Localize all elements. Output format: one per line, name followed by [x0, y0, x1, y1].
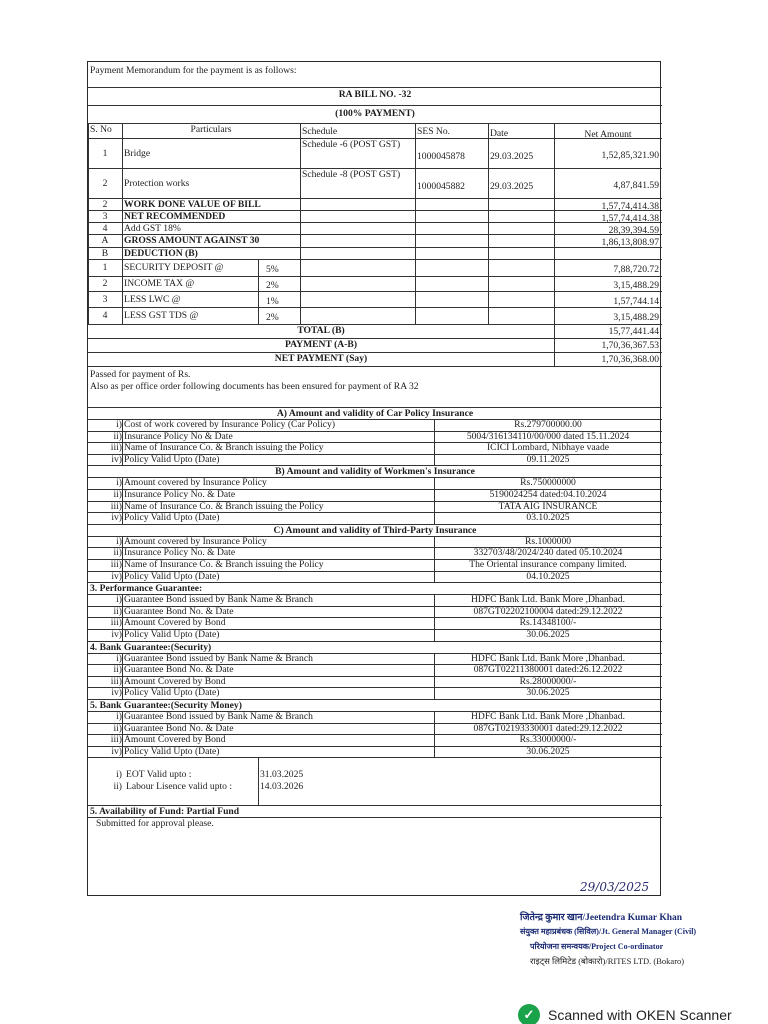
row-label: Guarantee Bond issued by Bank Name & Branch: [124, 711, 313, 722]
row-number: iii): [110, 734, 122, 746]
item-net-amount: 1,57,74,414.38: [601, 212, 659, 224]
item-schedule: Schedule -8 (POST GST): [302, 169, 401, 180]
item-net-amount: 1,57,744.14: [613, 295, 659, 307]
row-value: 087GT02202100004 dated:29.12.2022: [473, 605, 623, 617]
item-ses-no: 1000045882: [417, 180, 465, 192]
row-label: Amount Covered by Bond: [124, 734, 226, 746]
column-rule: [122, 123, 123, 324]
column-rule: [122, 711, 123, 757]
rule-line: [88, 291, 662, 292]
row-number: iv): [111, 687, 122, 699]
item-particulars: Bridge: [124, 147, 151, 159]
item-sno: 1: [102, 262, 108, 273]
row-value: HDFC Bank Ltd. Bank More ,Dhanbad.: [470, 711, 625, 722]
rule-line: [88, 366, 662, 367]
licence-label: Labour Lisence valid upto :: [126, 781, 233, 793]
item-net-amount: 4,87,841.59: [613, 179, 659, 191]
item-sno: 3: [102, 293, 108, 305]
row-value: 04.10.2025: [526, 570, 570, 582]
memo-title: Payment Memorandum for the payment is as follows:: [90, 65, 297, 76]
item-net-amount: 1,86,13,808.97: [601, 237, 659, 248]
item-net-amount: 7,88,720.72: [613, 264, 659, 275]
column-rule: [122, 536, 123, 582]
column-rule: [122, 594, 123, 640]
passed-text: Passed for payment of Rs.: [90, 369, 191, 380]
section-title: 3. Performance Guarantee:: [90, 583, 203, 595]
item-net-amount: 3,15,488.29: [613, 312, 659, 323]
row-value: 03.10.2025: [526, 512, 570, 524]
row-value: TATA AIG INSURANCE: [498, 500, 598, 512]
rule-line: [88, 105, 662, 106]
item-sno: 2: [102, 198, 108, 210]
scanner-label: Scanned with OKEN Scanner: [548, 1007, 732, 1023]
column-rule: [415, 123, 416, 324]
handwritten-date: 29/03/2025: [580, 880, 650, 894]
total-value: 1,70,36,368.00: [601, 354, 659, 365]
item-net-amount: 1,52,85,321.90: [601, 149, 659, 161]
item-particulars: Add GST 18%: [124, 222, 181, 234]
row-label: Name of Insurance Co. & Branch issuing the Policy: [124, 500, 324, 512]
row-number: ii): [113, 605, 122, 617]
item-particulars: Protection works: [124, 177, 190, 189]
row-number: ii): [113, 664, 122, 676]
column-rule: [258, 757, 259, 805]
submitted-text: Submitted for approval please.: [96, 818, 214, 830]
item-particulars: NET RECOMMENDED: [124, 210, 226, 222]
row-value: Rs.14348100/-: [519, 617, 577, 629]
section-title: 5. Bank Guarantee:(Security Money): [90, 700, 242, 711]
row-label: Amount covered by Insurance Policy: [124, 535, 267, 547]
row-label: Policy Valid Upto (Date): [124, 745, 220, 757]
row-number: iii): [110, 675, 122, 687]
item-particulars: LESS GST TDS @: [124, 310, 199, 321]
signatory-name: जितेन्द्र कुमार खान/Jeetendra Kumar Khan: [520, 913, 683, 923]
item-sno: 4: [102, 222, 108, 234]
licence-value: 14.03.2026: [260, 781, 304, 793]
deduction-rate: 1%: [266, 295, 279, 307]
row-number: i): [116, 477, 122, 489]
section-title: C) Amount and validity of Third-Party Insurance: [273, 524, 477, 536]
row-label: Policy Valid Upto (Date): [124, 512, 220, 524]
row-label: Cost of work covered by Insurance Policy (Car Policy): [124, 419, 336, 430]
section-title: B) Amount and validity of Workmen's Insurance: [275, 466, 475, 478]
fund-availability: 5. Availability of Fund: Partial Fund: [90, 806, 240, 818]
row-value: The Oriental insurance company limited.: [469, 559, 627, 570]
item-particulars: WORK DONE VALUE OF BILL: [124, 198, 261, 210]
row-value: 09.11.2025: [526, 453, 570, 465]
item-schedule: Schedule -6 (POST GST): [302, 139, 401, 150]
eot-value: 31.03.2025: [260, 769, 304, 781]
row-value: ICICI Lombard, Nibhaye vaade: [486, 442, 609, 454]
row-label: Policy Valid Upto (Date): [124, 687, 220, 699]
rule-line: [88, 276, 662, 277]
row-label: Amount covered by Insurance Policy: [124, 477, 267, 489]
col-header-sno: S. No: [90, 124, 112, 135]
row-number: i): [116, 419, 122, 430]
row-label: Guarantee Bond No. & Date: [124, 605, 234, 617]
row-value: 30.06.2025: [526, 687, 570, 699]
item-sno: 2: [102, 177, 108, 189]
item-sno: 3: [102, 210, 108, 222]
column-rule: [122, 419, 123, 465]
deduction-rate: 2%: [266, 280, 279, 291]
item-net-amount: 28,39,394.59: [608, 224, 659, 236]
column-rule: [434, 536, 435, 582]
bill-title: RA BILL NO. -32: [338, 89, 412, 100]
total-label: PAYMENT (A-B): [284, 339, 358, 350]
col-header-schedule: Schedule: [302, 126, 338, 137]
row-label: Name of Insurance Co. & Branch issuing the Policy: [124, 442, 324, 454]
col-header-net: Net Amount: [584, 129, 632, 140]
row-value: Rs.750000000: [520, 477, 576, 489]
item-ses-no: 1000045878: [417, 150, 465, 162]
column-rule: [434, 477, 435, 523]
row-number: i): [116, 711, 122, 722]
eot-label: EOT Valid upto :: [126, 769, 192, 781]
also-text: Also as per office order following documents has been ensured for payment of RA 32: [90, 381, 419, 392]
scanner-watermark: [518, 1004, 732, 1024]
row-number: ii): [113, 489, 122, 500]
row-label: Policy Valid Upto (Date): [124, 629, 220, 640]
row-number: i): [116, 594, 122, 606]
row-value: Rs.1000000: [524, 535, 572, 547]
col-header-ses: SES No.: [417, 126, 451, 137]
column-rule: [300, 123, 301, 324]
row-number: ii): [113, 722, 122, 734]
row-value: Rs.28000000/-: [519, 675, 577, 687]
row-label: Insurance Policy No. & Date: [124, 489, 236, 500]
item-date: 29.03.2025: [490, 180, 534, 192]
item-particulars: INCOME TAX @: [124, 278, 195, 289]
row-label: Guarantee Bond issued by Bank Name & Branch: [124, 594, 313, 606]
rule-line: [88, 87, 662, 88]
rule-line: [88, 307, 662, 308]
column-rule: [88, 123, 89, 324]
rule-line: [88, 757, 662, 758]
row-label: Name of Insurance Co. & Branch issuing the Policy: [124, 559, 324, 570]
scanner-icon: ✓: [518, 1004, 540, 1024]
item-sno: 1: [102, 147, 108, 159]
item-sno: 2: [102, 278, 108, 289]
row-value: Rs.279700000.00: [514, 419, 582, 430]
licence-number: ii): [113, 781, 122, 793]
signatory-designation: संयुक्त महाप्रबंधक (सिविल)/Jt. General Manager (Civil): [520, 927, 697, 936]
rule-line: [88, 259, 662, 260]
signatory-role: परियोजना समन्वयक/Project Co-ordinator: [530, 942, 664, 951]
row-number: i): [116, 652, 122, 664]
row-label: Insurance Policy No. & Date: [124, 547, 236, 559]
item-net-amount: 1,57,74,414.38: [601, 200, 659, 212]
row-label: Guarantee Bond issued by Bank Name & Branch: [124, 652, 313, 664]
item-sno: A: [101, 235, 109, 246]
column-rule: [122, 653, 123, 699]
row-label: Insurance Policy No & Date: [124, 430, 233, 442]
item-net-amount: 3,15,488.29: [613, 280, 659, 291]
row-number: iii): [110, 559, 122, 570]
row-label: Amount Covered by Bond: [124, 675, 226, 687]
eot-number: i): [116, 769, 122, 781]
section-title: 4. Bank Guarantee:(Security): [90, 641, 212, 653]
deduction-rate: 5%: [266, 264, 279, 275]
column-rule: [434, 419, 435, 465]
col-header-particulars: Particulars: [190, 124, 232, 135]
signatory-company: राइट्स लिमिटेड (बोकारो)/RITES LTD. (Bokaro): [530, 956, 685, 966]
column-rule: [434, 653, 435, 699]
item-particulars: SECURITY DEPOSIT @: [124, 262, 224, 273]
row-number: ii): [113, 430, 122, 442]
total-value: 1,70,36,367.53: [601, 340, 659, 351]
row-number: iv): [111, 745, 122, 757]
row-value: 087GT02193330001 dated:29.12.2022: [473, 722, 623, 734]
deduction-rate: 2%: [266, 312, 279, 323]
row-value: Rs.33000000/-: [519, 734, 577, 746]
row-label: Policy Valid Upto (Date): [124, 570, 220, 582]
row-number: iv): [111, 570, 122, 582]
item-particulars: GROSS AMOUNT AGAINST 30: [124, 235, 260, 246]
row-value: 30.06.2025: [526, 629, 570, 640]
row-label: Amount Covered by Bond: [124, 617, 226, 629]
total-label: TOTAL (B): [297, 325, 345, 336]
row-value: 087GT02211380001 dated:26.12.2022: [473, 664, 623, 676]
row-label: Policy Valid Upto (Date): [124, 453, 220, 465]
row-value: HDFC Bank Ltd. Bank More ,Dhanbad.: [470, 594, 625, 606]
payment-percentage: (100% PAYMENT): [335, 108, 415, 119]
row-number: i): [116, 535, 122, 547]
total-value: 15,77,441.44: [608, 326, 659, 337]
total-label: NET PAYMENT (Say): [274, 353, 368, 364]
column-rule: [434, 594, 435, 640]
row-label: Guarantee Bond No. & Date: [124, 722, 234, 734]
row-value: 30.06.2025: [526, 745, 570, 757]
row-number: iv): [111, 453, 122, 465]
row-value: HDFC Bank Ltd. Bank More ,Dhanbad.: [470, 652, 625, 664]
row-number: iv): [111, 629, 122, 640]
row-number: iv): [111, 512, 122, 524]
row-number: iii): [110, 500, 122, 512]
column-rule: [258, 259, 259, 324]
item-particulars: LESS LWC @: [124, 293, 181, 305]
item-date: 29.03.2025: [490, 150, 534, 162]
row-value: 332703/48/2024/240 dated 05.10.2024: [473, 547, 623, 559]
item-sno: B: [101, 247, 109, 259]
section-title: A) Amount and validity of Car Policy Insurance: [276, 408, 474, 419]
column-rule: [488, 123, 489, 324]
row-label: Guarantee Bond No. & Date: [124, 664, 234, 676]
row-number: iii): [110, 442, 122, 454]
col-header-date: Date: [490, 128, 509, 139]
payment-memorandum: [87, 61, 661, 896]
row-number: iii): [110, 617, 122, 629]
row-number: ii): [113, 547, 122, 559]
row-value: 5190024254 dated:04.10.2024: [489, 489, 607, 500]
column-rule: [434, 711, 435, 757]
item-sno: 4: [102, 310, 108, 321]
item-particulars: DEDUCTION (B): [124, 247, 198, 259]
column-rule: [122, 477, 123, 523]
row-value: 5004/316134110/00/000 dated 15.11.2024: [466, 430, 630, 442]
